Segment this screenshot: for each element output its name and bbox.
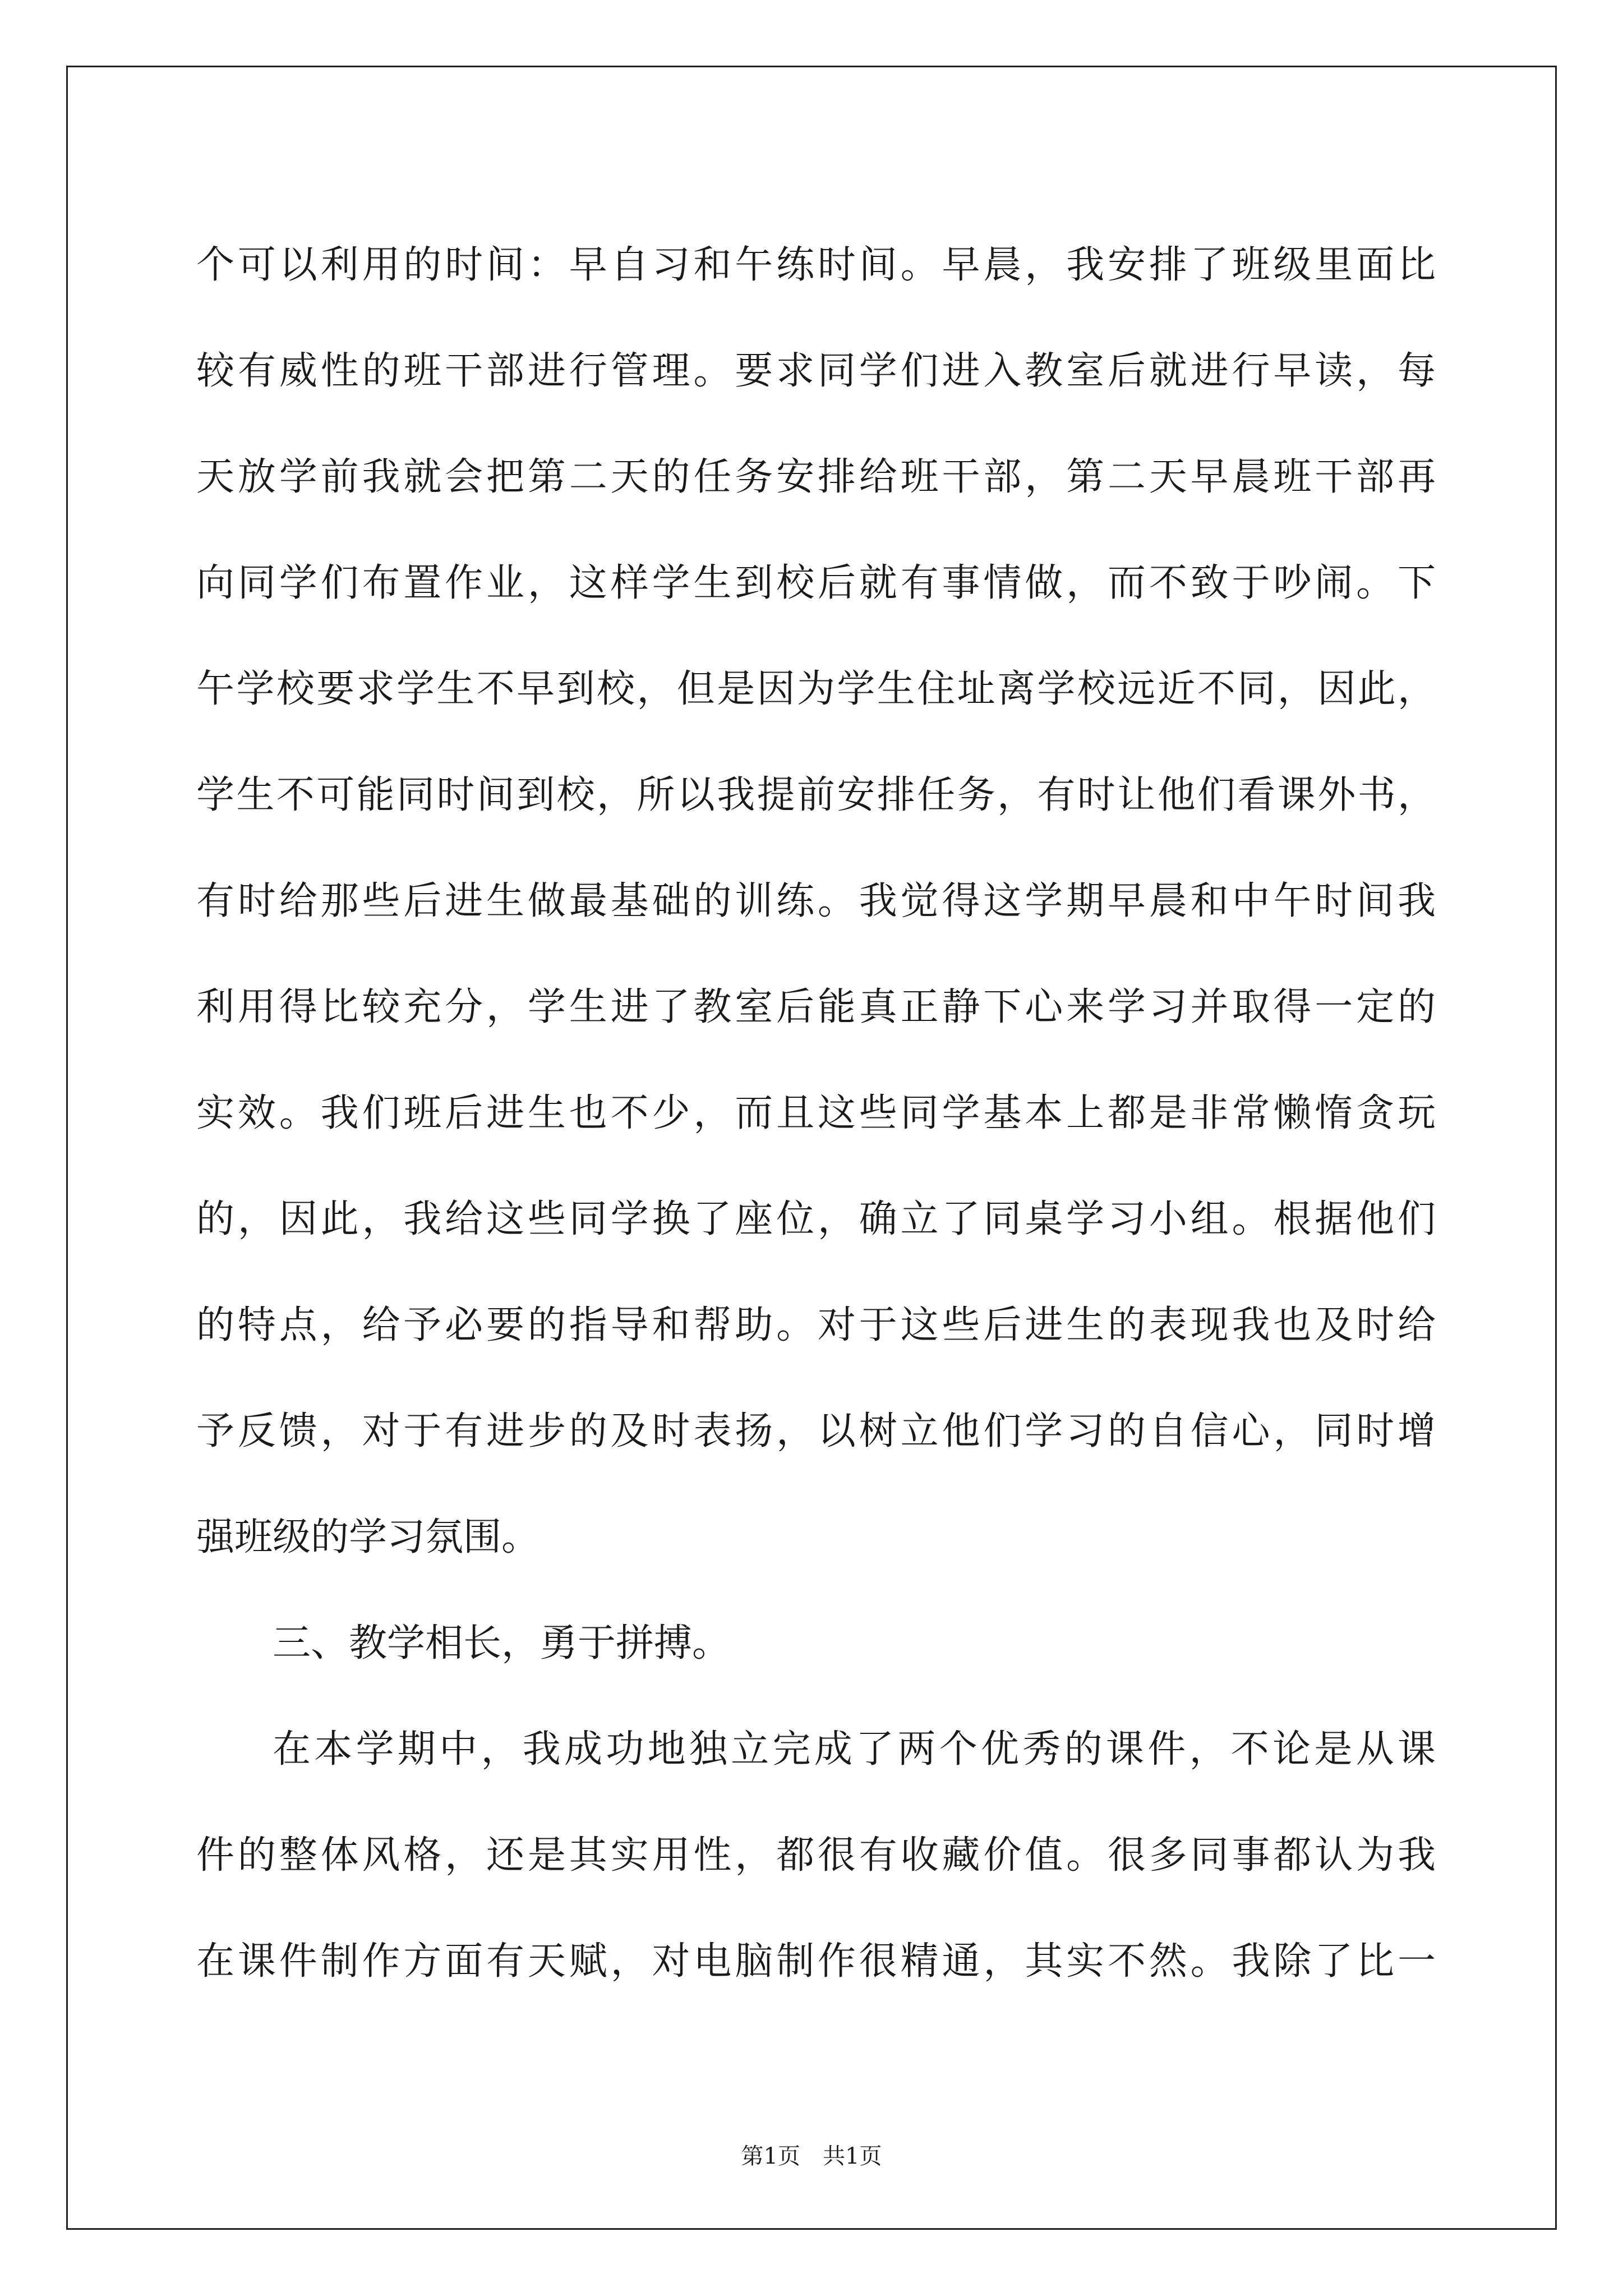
text-line: 天放学前我就会把第二天的任务安排给班干部，第二天早晨班干部再: [196, 455, 1436, 499]
text-line: 件的整体风格，还是其实用性，都很有收藏价值。很多同事都认为我: [196, 1833, 1436, 1878]
text-line: 强班级的学习氛围。: [196, 1515, 540, 1559]
text-line: 学生不可能同时间到校，所以我提前安排任务，有时让他们看课外书，: [196, 773, 1436, 817]
text-line: 的特点，给予必要的指导和帮助。对于这些后进生的表现我也及时给: [196, 1303, 1436, 1347]
text-line: 三、教学相长，勇于拼搏。: [273, 1621, 731, 1665]
page-number: 第1页: [741, 2143, 800, 2169]
text-line: 在本学期中，我成功地独立完成了两个优秀的课件，不论是从课: [273, 1727, 1436, 1772]
text-line: 较有威性的班干部进行管理。要求同学们进入教室后就进行早读，每: [196, 349, 1436, 393]
document-body: [196, 212, 1436, 2014]
text-line: 向同学们布置作业，这样学生到校后就有事情做，而不致于吵闹。下: [196, 561, 1436, 605]
page-footer: [0, 2138, 1623, 2170]
text-line: 午学校要求学生不早到校，但是因为学生住址离学校远近不同，因此，: [196, 667, 1436, 711]
page-total: 共1页: [823, 2143, 882, 2169]
text-line: 利用得比较充分，学生进了教室后能真正静下心来学习并取得一定的: [196, 985, 1436, 1029]
text-line: 有时给那些后进生做最基础的训练。我觉得这学期早晨和中午时间我: [196, 879, 1436, 923]
text-line: 个可以利用的时间：早自习和午练时间。早晨，我安排了班级里面比: [196, 243, 1436, 287]
text-line: 予反馈，对于有进步的及时表扬，以树立他们学习的自信心，同时增: [196, 1409, 1436, 1453]
text-line: 实效。我们班后进生也不少，而且这些同学基本上都是非常懒惰贪玩: [196, 1091, 1436, 1135]
text-line: 的，因此，我给这些同学换了座位，确立了同桌学习小组。根据他们: [196, 1197, 1436, 1241]
text-line: 在课件制作方面有天赋，对电脑制作很精通，其实不然。我除了比一: [196, 1939, 1436, 1984]
